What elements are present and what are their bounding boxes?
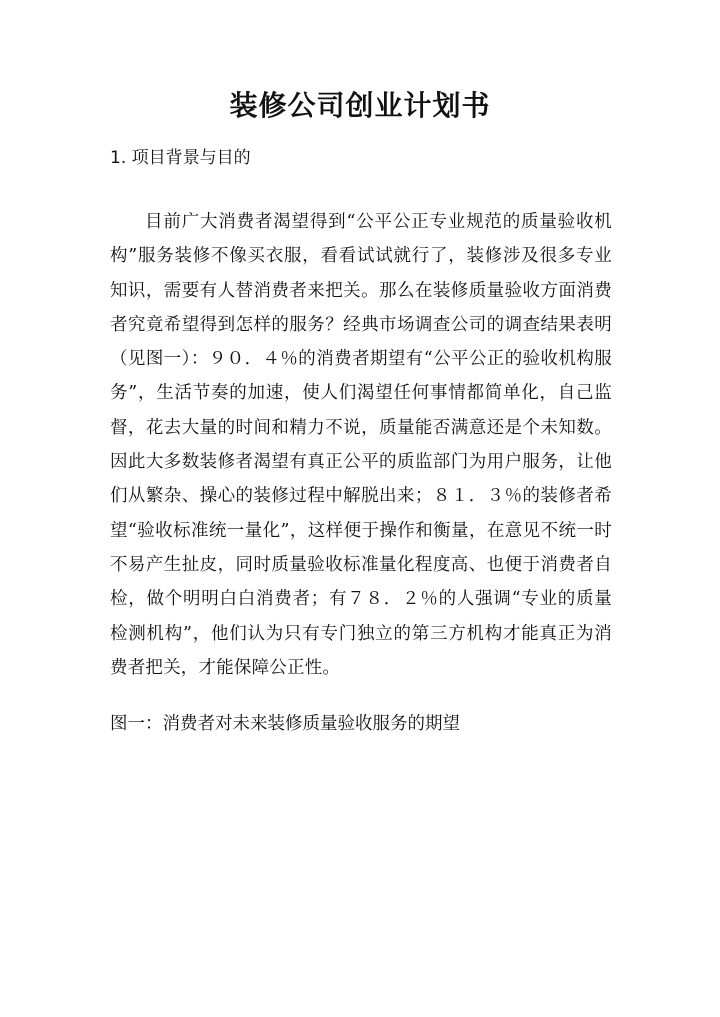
body-paragraph: 目前广大消费者渴望得到“公平公正专业规范的质量验收机构”服务装修不像买衣服，看看试试就行了，装修涉及很多专业知识，需要有人替消费者来把关。那么在装修质量验收方面消费者究竟希望得到怎样的服务？经典市场调查公司的调查结果表明（见图一）：９０．４％的消费者期望有“公平公正的验收机构服务”，生活节奏的加速，使人们渴望任何事情都简单化，自己监督，花去大量的时间和精力不说，质量能否满意还是个未知数。因此大多数装修者渴望有真正公平的质监部门为用户服务，让他们从繁杂、操心的装修过程中解脱出来；８１．３％的装修者希望“验收标准统一量化”，这样便于操作和衡量，在意见不统一时不易产生扯皮，同时质量验收标准量化程度高、也便于消费者自检，做个明明白白消费者；有７８．２％的人强调“专业的质量检测机构”，他们认为只有专门独立的第三方机构才能真正为消费者把关，才能保障公正性。: [110, 212, 612, 678]
section-heading: 1. 项目背景与目的: [110, 148, 251, 168]
document-title: 装修公司创业计划书: [229, 89, 491, 122]
figure-caption: 图一：消费者对未来装修质量验收服务的期望: [110, 714, 460, 734]
